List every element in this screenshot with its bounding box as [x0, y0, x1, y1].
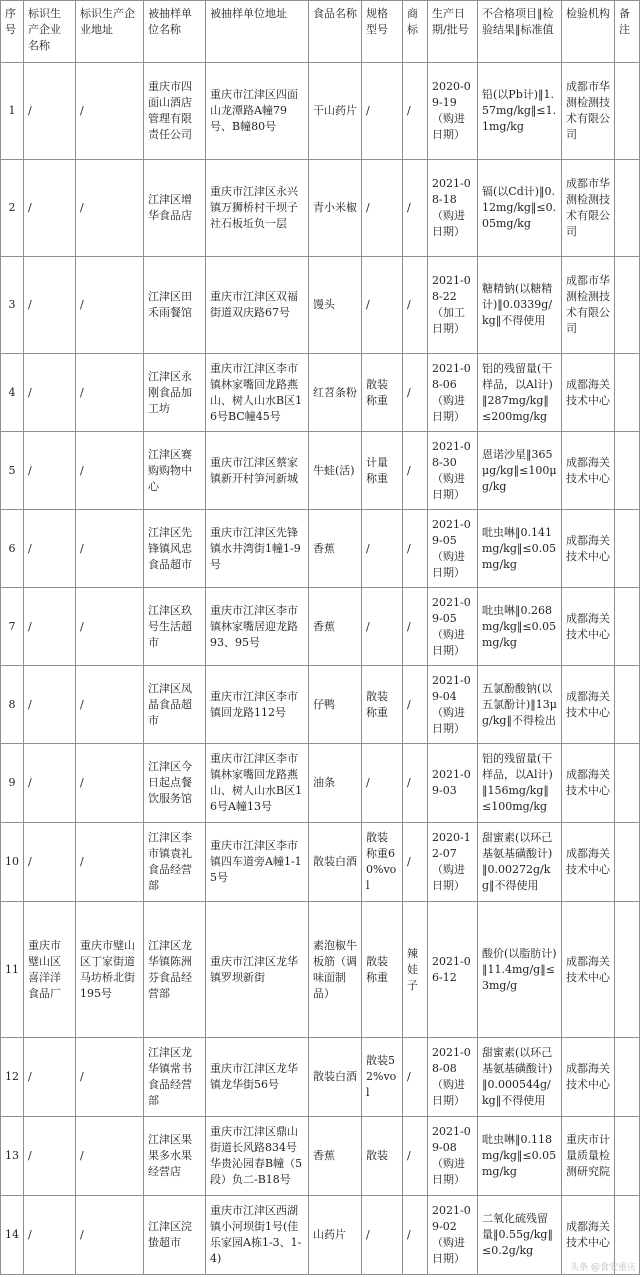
table-cell: 13 [1, 1117, 24, 1196]
table-cell: 12 [1, 1038, 24, 1117]
header-row [1, 1, 640, 63]
table-cell: 甜蜜素(以环己基氨基磺酸计)‖0.00272g/kg‖不得使用 [478, 823, 562, 902]
table-cell: / [403, 744, 428, 823]
table-cell: 2021-09-03 [428, 744, 478, 823]
table-cell: 2021-08-30（购进日期） [428, 432, 478, 510]
table-cell: 成都海关技术中心 [562, 432, 615, 510]
table-cell: / [76, 1117, 144, 1196]
header-cell: 标识生产企业名称 [24, 1, 76, 63]
table-cell: 江津区田禾雨餐馆 [144, 257, 206, 354]
table-cell: 江津区增华食品店 [144, 160, 206, 257]
table-cell: / [403, 823, 428, 902]
table-cell: / [403, 63, 428, 160]
table-cell: 散装称重 [362, 902, 403, 1038]
table-cell: 江津区今日起点餐饮服务馆 [144, 744, 206, 823]
table-row [1, 432, 640, 510]
table-cell: / [362, 1196, 403, 1275]
table-cell: 山药片 [309, 1196, 362, 1275]
table-cell: 重庆市江津区蔡家镇新开村笋河新城 [206, 432, 309, 510]
table-cell [615, 823, 640, 902]
table-cell: 2021-06-12 [428, 902, 478, 1038]
table-row [1, 354, 640, 432]
table-cell: 成都市华测检测技术有限公司 [562, 160, 615, 257]
header-cell: 商标 [403, 1, 428, 63]
table-row [1, 1117, 640, 1196]
table-cell: 成都海关技术中心 [562, 1196, 615, 1275]
table-cell: 2020-09-19（购进日期） [428, 63, 478, 160]
table-cell: 江津区永刚食品加工坊 [144, 354, 206, 432]
table-cell: 江津区龙华镇常书食品经营部 [144, 1038, 206, 1117]
table-cell: / [76, 744, 144, 823]
header-cell: 标识生产企业地址 [76, 1, 144, 63]
table-cell: 吡虫啉‖0.118mg/kg‖≤0.05mg/kg [478, 1117, 562, 1196]
table-cell: 重庆市江津区鼎山街道长风路834号华贵沁园春B幢（5段）负二-B18号 [206, 1117, 309, 1196]
table-cell: 重庆市江津区李市镇四车道旁A幢1-15号 [206, 823, 309, 902]
table-cell: 成都海关技术中心 [562, 588, 615, 666]
table-cell: 青小米椒 [309, 160, 362, 257]
table-cell [615, 666, 640, 744]
table-cell: 干山药片 [309, 63, 362, 160]
table-cell: 江津区果果多水果经营店 [144, 1117, 206, 1196]
table-cell: 吡虫啉‖0.268mg/kg‖≤0.05mg/kg [478, 588, 562, 666]
table-cell: / [24, 160, 76, 257]
table-cell: / [362, 63, 403, 160]
table-cell: 2021-08-08（购进日期） [428, 1038, 478, 1117]
table-cell: 2021-09-04（购进日期） [428, 666, 478, 744]
table-row [1, 63, 640, 160]
table-cell: / [403, 588, 428, 666]
table-cell: 计量称重 [362, 432, 403, 510]
table-cell: 14 [1, 1196, 24, 1275]
header-cell: 序号 [1, 1, 24, 63]
table-cell: 馒头 [309, 257, 362, 354]
table-cell: 2021-08-22（加工日期） [428, 257, 478, 354]
table-cell: 油条 [309, 744, 362, 823]
header-cell: 食品名称 [309, 1, 362, 63]
table-cell: 香蕉 [309, 588, 362, 666]
table-cell [615, 588, 640, 666]
table-cell: 仔鸭 [309, 666, 362, 744]
table-cell: 重庆市江津区双福街道双庆路67号 [206, 257, 309, 354]
table-cell: / [403, 354, 428, 432]
table-cell: 江津区龙华镇陈洲芬食品经营部 [144, 902, 206, 1038]
table-cell: / [24, 354, 76, 432]
table-cell: 成都海关技术中心 [562, 744, 615, 823]
table-cell: 1 [1, 63, 24, 160]
table-cell: / [362, 257, 403, 354]
table-row [1, 1038, 640, 1117]
table-cell: 2021-08-06（购进日期） [428, 354, 478, 432]
table-row [1, 902, 640, 1038]
table-cell: 香蕉 [309, 1117, 362, 1196]
table-cell: / [76, 257, 144, 354]
table-cell: / [76, 510, 144, 588]
table-cell: 糖精钠(以糖精计)‖0.0339g/kg‖不得使用 [478, 257, 562, 354]
table-cell: / [76, 63, 144, 160]
table-row [1, 257, 640, 354]
table-cell: / [24, 1196, 76, 1275]
table-cell: / [403, 1117, 428, 1196]
table-cell: 牛蛙(活) [309, 432, 362, 510]
table-cell: 2 [1, 160, 24, 257]
table-cell: 铅(以Pb计)‖1.57mg/kg‖≤1.1mg/kg [478, 63, 562, 160]
table-row [1, 588, 640, 666]
table-cell [615, 160, 640, 257]
table-cell: 甜蜜素(以环己基氨基磺酸计)‖0.000544g/kg‖不得使用 [478, 1038, 562, 1117]
header-cell: 备注 [615, 1, 640, 63]
table-row [1, 510, 640, 588]
table-cell: / [403, 1196, 428, 1275]
table-cell: 江津区浣蛰超市 [144, 1196, 206, 1275]
header-cell: 规格型号 [362, 1, 403, 63]
table-cell: / [76, 1196, 144, 1275]
table-cell: / [403, 432, 428, 510]
table-cell: 二氧化硫残留量‖0.55g/kg‖≤0.2g/kg [478, 1196, 562, 1275]
table-cell [615, 744, 640, 823]
table-cell [615, 257, 640, 354]
table-cell: 重庆市江津区李市镇回龙路112号 [206, 666, 309, 744]
header-cell: 生产日期/批号 [428, 1, 478, 63]
header-cell: 不合格项目‖检验结果‖标准值 [478, 1, 562, 63]
table-cell: / [403, 160, 428, 257]
table-cell: 散装52%vol [362, 1038, 403, 1117]
table-cell: 江津区先锋镇风忠食品超市 [144, 510, 206, 588]
table-cell: 红苕条粉 [309, 354, 362, 432]
table-cell: / [24, 588, 76, 666]
header-cell: 被抽样单位地址 [206, 1, 309, 63]
table-cell: 酸价(以脂肪计)‖11.4mg/g‖≤3mg/g [478, 902, 562, 1038]
table-cell: / [76, 588, 144, 666]
table-cell: 成都海关技术中心 [562, 666, 615, 744]
table-cell: 成都海关技术中心 [562, 354, 615, 432]
table-cell: / [403, 666, 428, 744]
table-cell: 重庆市江津区李市镇林家嘴回龙路燕山、树人山水B区16号BC幢45号 [206, 354, 309, 432]
table-cell: 5 [1, 432, 24, 510]
table-cell: 散装 [362, 1117, 403, 1196]
table-cell: 散装称重60%vol [362, 823, 403, 902]
table-cell: / [24, 510, 76, 588]
table-cell: 素泡椒牛板筋（调味面制品） [309, 902, 362, 1038]
table-cell: 江津区赛购购物中心 [144, 432, 206, 510]
table-cell: 五氯酚酸钠(以五氯酚计)‖13μg/kg‖不得检出 [478, 666, 562, 744]
table-cell: / [76, 160, 144, 257]
table-cell: 3 [1, 257, 24, 354]
table-cell: 重庆市江津区西湖镇小河坝街1号(佳乐家园A栋1-3、1-4) [206, 1196, 309, 1275]
table-cell: 恩诺沙星‖365μg/kg‖≤100μg/kg [478, 432, 562, 510]
table-row [1, 1196, 640, 1275]
table-cell: 铝的残留量(干样品，以Al计)‖287mg/kg‖≤200mg/kg [478, 354, 562, 432]
table-cell: 重庆市江津区龙华镇龙华街56号 [206, 1038, 309, 1117]
table-cell: 散装白酒 [309, 1038, 362, 1117]
header-cell: 检验机构 [562, 1, 615, 63]
table-cell: / [76, 432, 144, 510]
table-cell: / [76, 354, 144, 432]
table-cell: / [362, 588, 403, 666]
table-cell: / [24, 63, 76, 160]
table-cell: 吡虫啉‖0.141mg/kg‖≤0.05mg/kg [478, 510, 562, 588]
table-cell: 重庆市江津区四面山龙潭路A幢79号、B幢80号 [206, 63, 309, 160]
table-cell: / [362, 744, 403, 823]
table-cell: 重庆市江津区龙华镇罗坝新街 [206, 902, 309, 1038]
table-cell: 2021-09-05（购进日期） [428, 510, 478, 588]
table-cell: 重庆市江津区李市镇林家嘴居迎龙路93、95号 [206, 588, 309, 666]
table-cell: / [24, 666, 76, 744]
table-cell: 2020-12-07（购进日期） [428, 823, 478, 902]
table-cell: 11 [1, 902, 24, 1038]
table-cell [615, 1038, 640, 1117]
table-cell: 2021-09-02（购进日期） [428, 1196, 478, 1275]
table-cell [615, 63, 640, 160]
table-row [1, 160, 640, 257]
table-cell: 成都海关技术中心 [562, 1038, 615, 1117]
table-cell: 散装称重 [362, 666, 403, 744]
table-cell: 成都海关技术中心 [562, 510, 615, 588]
table-cell: / [362, 510, 403, 588]
table-cell: 9 [1, 744, 24, 823]
table-cell: / [76, 1038, 144, 1117]
table-cell: / [24, 744, 76, 823]
table-cell: 重庆市江津区先锋镇水井湾街1幢1-9号 [206, 510, 309, 588]
table-cell: 成都市华测检测技术有限公司 [562, 257, 615, 354]
table-row [1, 666, 640, 744]
watermark: 头条 @食安重庆 [570, 1263, 636, 1273]
table-cell: 2021-09-05（购进日期） [428, 588, 478, 666]
table-cell: 8 [1, 666, 24, 744]
header-cell: 被抽样单位名称 [144, 1, 206, 63]
table-cell [615, 432, 640, 510]
table-cell [615, 354, 640, 432]
table-cell: 铝的残留量(干样品，以Al计)‖156mg/kg‖≤100mg/kg [478, 744, 562, 823]
table-cell: / [362, 160, 403, 257]
table-cell [615, 510, 640, 588]
table-cell: / [76, 823, 144, 902]
table-cell: 江津区凤晶食品超市 [144, 666, 206, 744]
table-cell: 重庆市璧山区丁家街道马坊桥北街195号 [76, 902, 144, 1038]
table-cell: / [24, 257, 76, 354]
table-cell: 2021-09-08（购进日期） [428, 1117, 478, 1196]
table-cell: 重庆市江津区永兴镇万狮桥村干坝子社石板坵负一层 [206, 160, 309, 257]
table-cell: / [76, 666, 144, 744]
table-cell: / [403, 1038, 428, 1117]
table-cell [615, 902, 640, 1038]
table-cell: 辣娃子 [403, 902, 428, 1038]
table-cell: 重庆市四面山酒店管理有限责任公司 [144, 63, 206, 160]
table-cell: 散装称重 [362, 354, 403, 432]
table-cell: 成都海关技术中心 [562, 823, 615, 902]
table-cell: 重庆市计量质量检测研究院 [562, 1117, 615, 1196]
table-cell: 镉(以Cd计)‖0.12mg/kg‖≤0.05mg/kg [478, 160, 562, 257]
table-cell: 成都市华测检测技术有限公司 [562, 63, 615, 160]
table-cell: / [24, 432, 76, 510]
table-cell: 香蕉 [309, 510, 362, 588]
table-cell [615, 1117, 640, 1196]
table-cell: 重庆市璧山区喜洋洋食品厂 [24, 902, 76, 1038]
table-row [1, 744, 640, 823]
table-cell: 江津区李市镇袁礼食品经营部 [144, 823, 206, 902]
table-cell: / [24, 823, 76, 902]
table-cell: 7 [1, 588, 24, 666]
table-cell: / [24, 1038, 76, 1117]
table-cell: 6 [1, 510, 24, 588]
table-row [1, 823, 640, 902]
table-cell: 10 [1, 823, 24, 902]
table-cell: 4 [1, 354, 24, 432]
table-cell: 2021-08-18（购进日期） [428, 160, 478, 257]
table-cell: 重庆市江津区李市镇林家嘴回龙路燕山、树人山水B区16号A幢13号 [206, 744, 309, 823]
table-cell: 散装白酒 [309, 823, 362, 902]
table-cell: / [403, 257, 428, 354]
table-cell: / [403, 510, 428, 588]
table-cell: / [24, 1117, 76, 1196]
table-cell: 成都海关技术中心 [562, 902, 615, 1038]
table-cell: 江津区玖号生活超市 [144, 588, 206, 666]
